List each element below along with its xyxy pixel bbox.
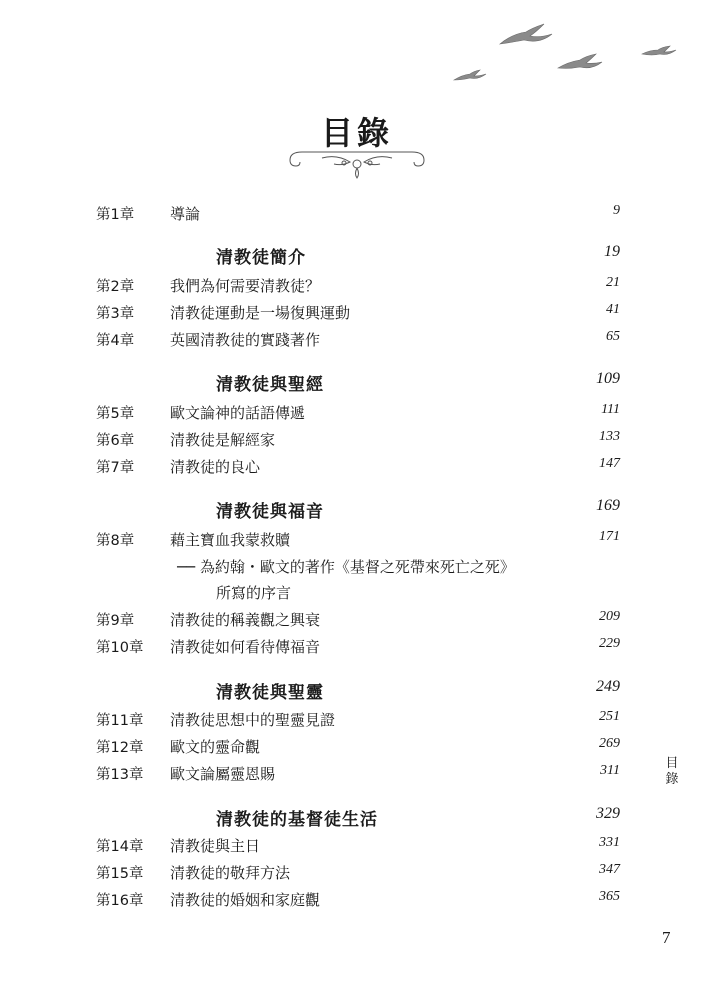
- page-ref: 147: [599, 456, 620, 471]
- toc-entry-row: [0, 329, 714, 351]
- chapter-title: 清教徒的婚姻和家庭觀: [170, 891, 321, 909]
- toc-entry-row: [0, 275, 714, 297]
- chapter-title: 清教徒的敬拜方法: [170, 864, 291, 882]
- toc-entry-row: [0, 763, 714, 785]
- page-ref: 21: [606, 275, 620, 290]
- chapter-title: 導論: [170, 205, 201, 223]
- chapter-number: 第9章: [96, 613, 135, 629]
- page-ref: 169: [596, 497, 620, 514]
- section-heading: 清教徒簡介: [216, 248, 306, 268]
- page-ref: 365: [599, 889, 620, 904]
- chapter-number: 第5章: [96, 406, 135, 422]
- scroll-ornament-icon: [282, 144, 432, 180]
- toc-entry-row: [0, 556, 714, 578]
- page-ref: 311: [600, 763, 620, 778]
- chapter-number: 第16章: [96, 893, 144, 909]
- toc-entry-row: [0, 429, 714, 451]
- chapter-number: 第13章: [96, 767, 144, 783]
- chapter-title: 英國清教徒的實踐著作: [170, 331, 321, 349]
- page-ref: 41: [606, 302, 620, 317]
- page-ref: 9: [613, 203, 620, 218]
- chapter-subtitle: ── 為約翰・歐文的著作《基督之死帶來死亡之死》: [177, 558, 515, 576]
- page-ref: 329: [596, 805, 620, 822]
- chapter-title: 清教徒與主日: [170, 837, 261, 855]
- chapter-title: 清教徒的良心: [170, 458, 261, 476]
- chapter-number: 第2章: [96, 279, 135, 295]
- page-ref: 249: [596, 678, 620, 695]
- toc-entry-row: [0, 402, 714, 424]
- chapter-number: 第14章: [96, 839, 144, 855]
- toc-section-row: [0, 370, 714, 395]
- chapter-number: 第11章: [96, 713, 144, 729]
- chapter-title: 清教徒如何看待傳福音: [170, 638, 321, 656]
- chapter-number: 第15章: [96, 866, 144, 882]
- page-ref: 269: [599, 736, 620, 751]
- page-ref: 229: [599, 636, 620, 651]
- chapter-title: 清教徒的稱義觀之興衰: [170, 611, 321, 629]
- page-title: 目錄: [320, 114, 393, 152]
- chapter-title: 歐文論屬靈恩賜: [170, 765, 276, 783]
- section-heading: 清教徒與福音: [216, 502, 324, 522]
- toc-section-row: [0, 497, 714, 522]
- chapter-number: 第10章: [96, 640, 144, 656]
- toc-entry-row: [0, 835, 714, 857]
- page-ref: 111: [601, 402, 620, 417]
- chapter-title: 清教徒運動是一場復興運動: [170, 304, 351, 322]
- page-ref: 133: [599, 429, 620, 444]
- toc-entry-row: [0, 203, 714, 225]
- toc-entry-row: [0, 582, 714, 604]
- page-ref: 65: [606, 329, 620, 344]
- toc-section-row: [0, 243, 714, 268]
- page-ref: 19: [604, 243, 620, 260]
- page-ref: 347: [599, 862, 620, 877]
- toc-entry-row: [0, 302, 714, 324]
- chapter-title: 藉主寶血我蒙救贖: [170, 531, 291, 549]
- section-heading: 清教徒與聖靈: [216, 683, 324, 703]
- chapter-number: 第6章: [96, 433, 135, 449]
- toc-section-row: [0, 678, 714, 703]
- chapter-subtitle-continued: 所寫的序言: [216, 584, 292, 602]
- chapter-title: 歐文論神的話語傳遞: [170, 404, 306, 422]
- toc-entry-row: [0, 862, 714, 884]
- chapter-number: 第8章: [96, 533, 135, 549]
- chapter-title: 清教徒思想中的聖靈見證: [170, 711, 336, 729]
- page-ref: 331: [599, 835, 620, 850]
- toc-entry-row: [0, 456, 714, 478]
- toc-entry-row: [0, 709, 714, 731]
- toc-entry-row: [0, 529, 714, 551]
- toc-entry-row: [0, 736, 714, 758]
- toc-section-row: [0, 805, 714, 830]
- section-heading: 清教徒與聖經: [216, 375, 324, 395]
- page-ref: 171: [599, 529, 620, 544]
- chapter-title: 我們為何需要清教徒？: [170, 277, 321, 295]
- chapter-number: 第12章: [96, 740, 144, 756]
- chapter-title: 清教徒是解經家: [170, 431, 276, 449]
- toc-entry-row: [0, 889, 714, 911]
- flying-birds-icon: [440, 10, 714, 90]
- chapter-title: 歐文的靈命觀: [170, 738, 261, 756]
- page-ref: 251: [599, 709, 620, 724]
- toc-entry-row: [0, 609, 714, 631]
- page-ref: 109: [596, 370, 620, 387]
- chapter-number: 第1章: [96, 207, 135, 223]
- chapter-number: 第4章: [96, 333, 135, 349]
- page-number: 7: [662, 928, 671, 947]
- side-section-label: 目錄: [665, 756, 679, 787]
- page-ref: 209: [599, 609, 620, 624]
- chapter-number: 第7章: [96, 460, 135, 476]
- section-heading: 清教徒的基督徒生活: [216, 810, 378, 830]
- toc-entry-row: [0, 636, 714, 658]
- chapter-number: 第3章: [96, 306, 135, 322]
